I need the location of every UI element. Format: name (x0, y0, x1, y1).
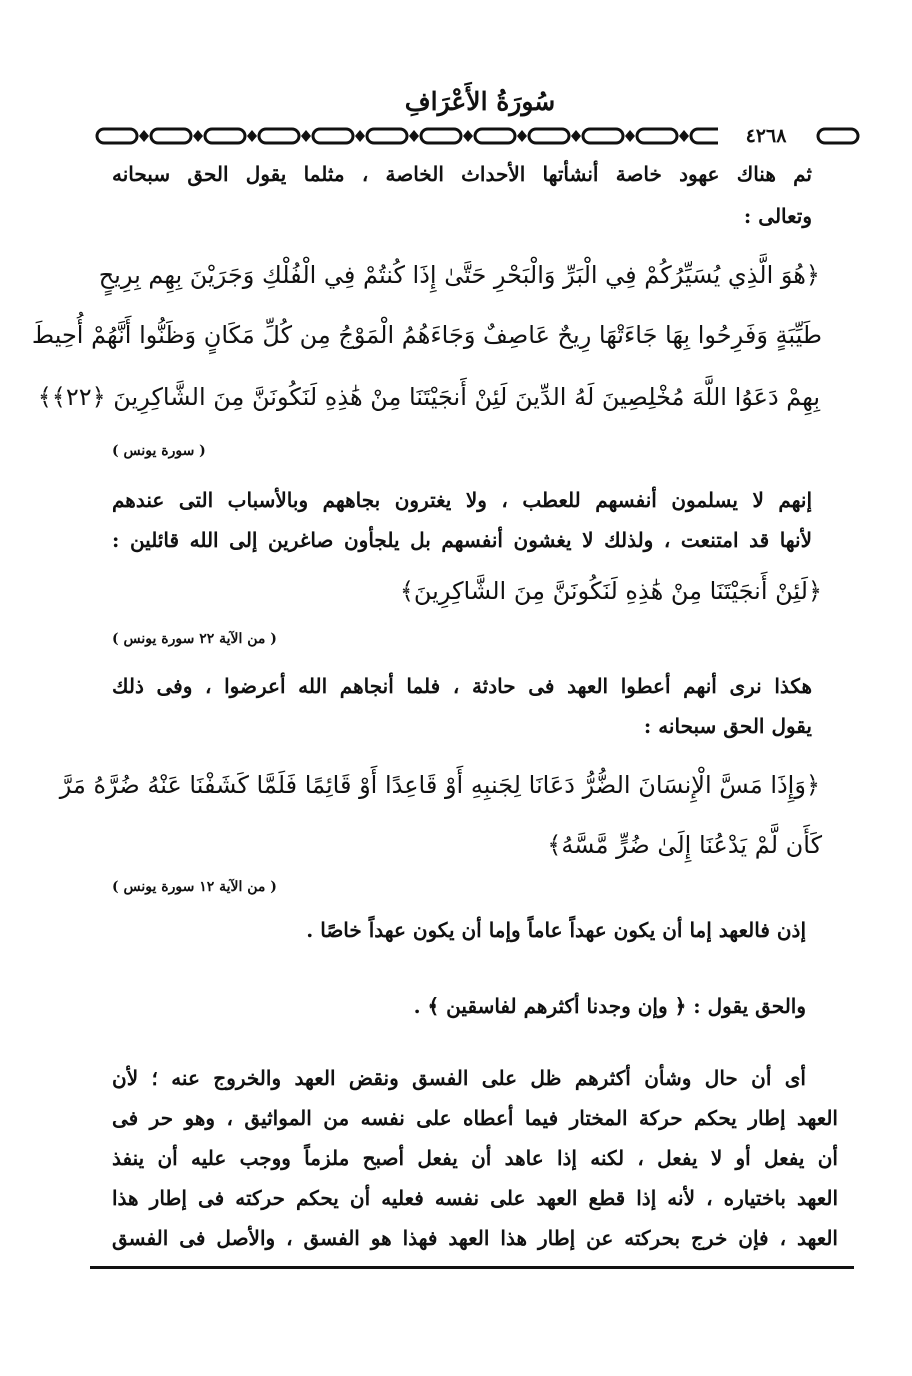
text-line-7: إذن فالعهد إما أن يكون عهداً عاماً وإما أن يكون عهداً خاصًا . (306, 918, 806, 942)
bottom-rule (90, 1266, 854, 1269)
text-line-9: أى أن حال وشأن أكثرهم ظل على الفسق ونقض العهد والخروج عنه ؛ لأن (112, 1066, 806, 1090)
verse-reference: ( من الآية ٢٢ سورة يونس ) (112, 631, 277, 647)
quran-verse-1-line-2: طَيِّبَةٍ وَفَرِحُوا بِهَا جَاءَتْهَا رِيحٌ عَاصِفٌ وَجَاءَهُمُ الْمَوْجُ مِن كُلِّ مَكَانٍ وَظَنُّوا أَنَّهُمْ أُحِيطَ (31, 321, 822, 349)
text-line-8: والحق يقول : ﴿ وإن وجدنا أكثرهم لفاسقين ﴾ . (413, 994, 806, 1018)
text-line-1: ثم هناك عهود خاصة أنشأتها الأحداث الخاصة ، مثلما يقول الحق سبحانه (112, 162, 812, 186)
text-line-11: أن يفعل أو لا يفعل ، لكنه إذا عاهد أن يفعل أصبح ملزماً ووجب عليه أن ينفذ (112, 1146, 838, 1170)
verse-reference: ( من الآية ١٢ سورة يونس ) (112, 879, 277, 895)
quran-verse-1-line-1: ﴿هُوَ الَّذِي يُسَيِّرُكُمْ فِي الْبَرِّ وَالْبَحْرِ حَتَّىٰ إِذَا كُنتُمْ فِي الْفُلْكِ وَجَرَيْنَ بِهِم بِرِيحٍ (98, 261, 820, 289)
text-line-13: العهد ، فإن خرج بحركته عن إطار هذا العهد فهذا هو الفسق ، والأصل فى الفسق (112, 1226, 838, 1250)
text-line-10: العهد إطار يحكم حركة المختار فيما أعطاه على نفسه من المواثيق ، وهو حر فى (112, 1106, 838, 1130)
text-line-5: هكذا نرى أنهم أعطوا العهد فى حادثة ، فلما أنجاهم الله أعرضوا ، وفى ذلك (112, 674, 812, 698)
quran-verse-3-line-2: كَأَن لَّمْ يَدْعُنَا إِلَىٰ ضُرٍّ مَّسَّهُ﴾ (547, 831, 822, 859)
text-line-4: لأنها قد امتنعت ، ولذلك لا يغشون أنفسهم بل يلجأون صاغرين إلى الله قائلين : (112, 528, 812, 552)
surah-title: سُورَةُ الأَعْرَافِ (404, 87, 556, 116)
text-line-2: وتعالى : (743, 204, 812, 228)
verse-reference: ( سورة يونس ) (112, 443, 206, 459)
text-line-12: العهد باختياره ، لأنه إذا قطع العهد على نفسه فعليه أن يحكم حركته فى إطار هذا (112, 1186, 839, 1210)
quran-verse-1-line-3: بِهِمْ دَعَوُا اللَّهَ مُخْلِصِينَ لَهُ الدِّينَ لَئِنْ أَنجَيْتَنَا مِنْ هَٰذِهِ لَنَكُونَنَّ مِنَ الشَّاكِرِينَ ﴿٢٢﴾﴾ (37, 383, 820, 411)
text-line-6: يقول الحق سبحانه : (643, 714, 812, 738)
text-line-3: إنهم لا يسلمون أنفسهم للعطب ، ولا يغترون بجاههم وبالأسباب التى عندهم (112, 488, 812, 512)
quran-verse-3-line-1: ﴿وَإِذَا مَسَّ الْإِنسَانَ الضُّرُّ دَعَانَا لِجَنبِهِ أَوْ قَاعِدًا أَوْ قَائِمًا فَلَمَّا كَشَفْنَا عَنْهُ ضُرَّهُ مَرَّ (59, 771, 820, 799)
page-number: ٤٢٦٨ (718, 124, 814, 148)
quran-verse-2: ﴿لَئِنْ أَنجَيْتَنَا مِنْ هَٰذِهِ لَنَكُونَنَّ مِنَ الشَّاكِرِينَ﴾ (399, 577, 822, 605)
